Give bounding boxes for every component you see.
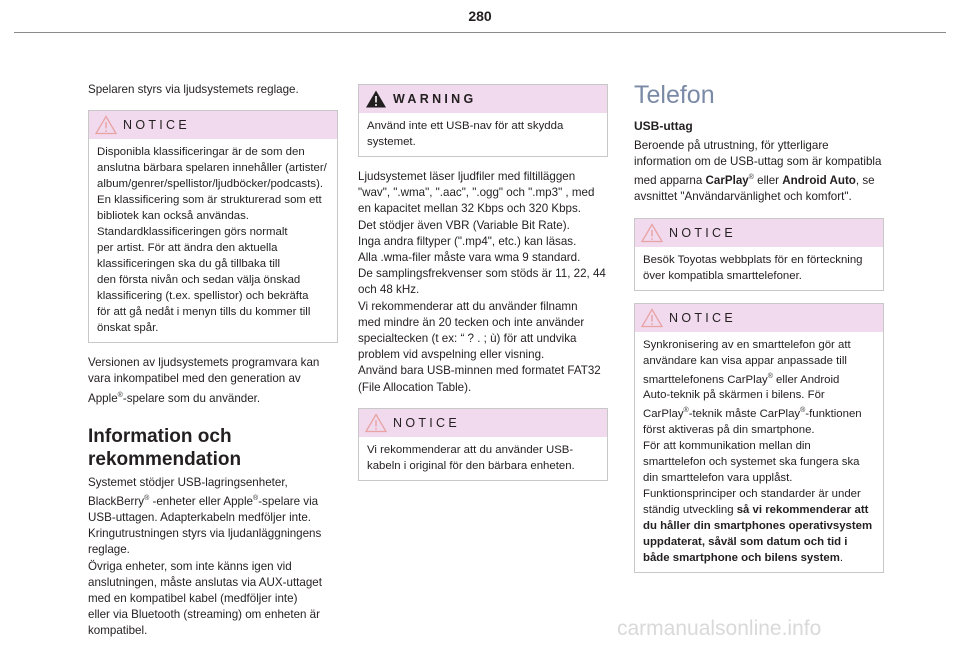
notice-text: Vi rekommenderar att du använder USB- kabeln i original för den bärbara enheten.: [367, 443, 575, 472]
column-1: [88, 82, 338, 640]
notice-box: [634, 303, 884, 574]
page-title: Telefon: [634, 81, 715, 109]
notice-header: [635, 219, 883, 247]
page-number: 280: [468, 8, 492, 24]
warning-triangle-icon: [365, 413, 387, 433]
watermark: carmanualsonline.info: [617, 617, 822, 640]
header-rule: [14, 32, 946, 33]
warning-text: Använd inte ett USB-nav för att skydda systemet.: [367, 120, 564, 148]
notice-header: [359, 409, 607, 437]
notice-title: NOTICE: [669, 310, 737, 325]
notice-box: [88, 110, 338, 343]
warning-header: [359, 85, 607, 113]
section-heading: Information och rekommendation: [88, 425, 242, 470]
column-3: [634, 80, 884, 585]
warning-triangle-icon: [641, 223, 663, 243]
notice-title: NOTICE: [123, 118, 191, 133]
usb-intro-text: Beroende på utrustning, för ytterligare information om de USB-uttag som är kompatibla med apparna CarPlay® eller Android Auto, se avsnittet "Användarvänlighet och komfort".: [634, 139, 882, 204]
notice-text: Synkronisering av en smarttelefon gör att användare kan visa appar anpassade till smarttelefonens CarPlay® eller Android Auto-teknik på skärmen i bilens. För CarPlay®-teknik måste CarPlay®-funktionen först aktiveras på din smartphone. För att kommunikation mellan din smarttelefon och systemet ska fungera ska din smarttelefon vara upplåst. Funktionsprinciper och standarder är under ständig utveckling så vi rekommenderar att du håller din smartphones operativsystem uppdaterat, såväl som datum och tid i både smartphone och bilens system.: [643, 338, 873, 565]
version-text: Versionen av ljudsystemets programvara kan vara inkompatibel med den generation av Apple®-spelare som du använder.: [88, 356, 320, 405]
warning-triangle-icon: [365, 89, 387, 109]
notice-header: [635, 304, 883, 332]
notice-title: NOTICE: [393, 415, 461, 430]
intro-text: Spelaren styrs via ljudsystemets reglage.: [88, 83, 299, 96]
warning-triangle-icon: [95, 115, 117, 135]
warning-box: [358, 84, 608, 157]
warning-triangle-icon: [641, 308, 663, 328]
notice-title: NOTICE: [669, 225, 737, 240]
audio-format-text: Ljudsystemet läser ljudfiler med filtilläggen "wav", ".wma", ".aac", ".ogg" och ".mp3" , med en kapacitet mellan 32 Kbps och 320 Kbps. Det stödjer även VBR (Variable Bit Rate). Inga andra filtyper (".mp4", etc.) kan läsas. Alla .wma-filer måste vara wma 9 standard. De samplingsfrekvenser som stöds är 11, 22, 44 och 48 kHz. Vi rekommenderar att du använder filnamn med mindre än 20 tecken och inte använder specialtecken (t ex: “ ? . ; ù) för att undvika problem vid avspelning eller visning. Använd bara USB-minnen med formatet FAT32 (File Allocation Table).: [358, 170, 606, 394]
usb-subheading: USB-uttag: [634, 119, 693, 133]
column-2: [358, 84, 608, 493]
notice-box: [358, 408, 608, 481]
notice-text: Disponibla klassificeringar är de som den anslutna bärbara spelaren innehåller (artister/ album/genrer/spellistor/ljudböcker/podcasts). En klassificering som är strukturerad som ett bibliotek kan också användas. Standardklassificeringen görs normalt per artist. För att ändra den aktuella klassificeringen ska du gå tillbaka till den första nivån och sedan välja önskad klassificering (t.ex. spellistor) och bekräfta för att gå nedåt i menyn tills du kommer till önskat spår.: [97, 146, 327, 335]
warning-title: WARNING: [393, 92, 477, 106]
notice-box: [634, 218, 884, 291]
body-text: Systemet stödjer USB-lagringsenheter, BlackBerry® -enheter eller Apple®-spelare via USB-uttagen. Adapterkabeln medföljer inte. Kringutrustningen styrs via ljudanläggningens reglage. Övriga enheter, som inte känns igen vid anslutningen, måste anslutas via AUX-uttaget med en kompatibel kabel (medföljer inte) eller via Bluetooth (streaming) om enheten är kompatibel.: [88, 475, 322, 638]
notice-text: Besök Toyotas webbplats för en förteckning över kompatibla smarttelefoner.: [643, 253, 863, 282]
notice-header: [89, 111, 337, 139]
